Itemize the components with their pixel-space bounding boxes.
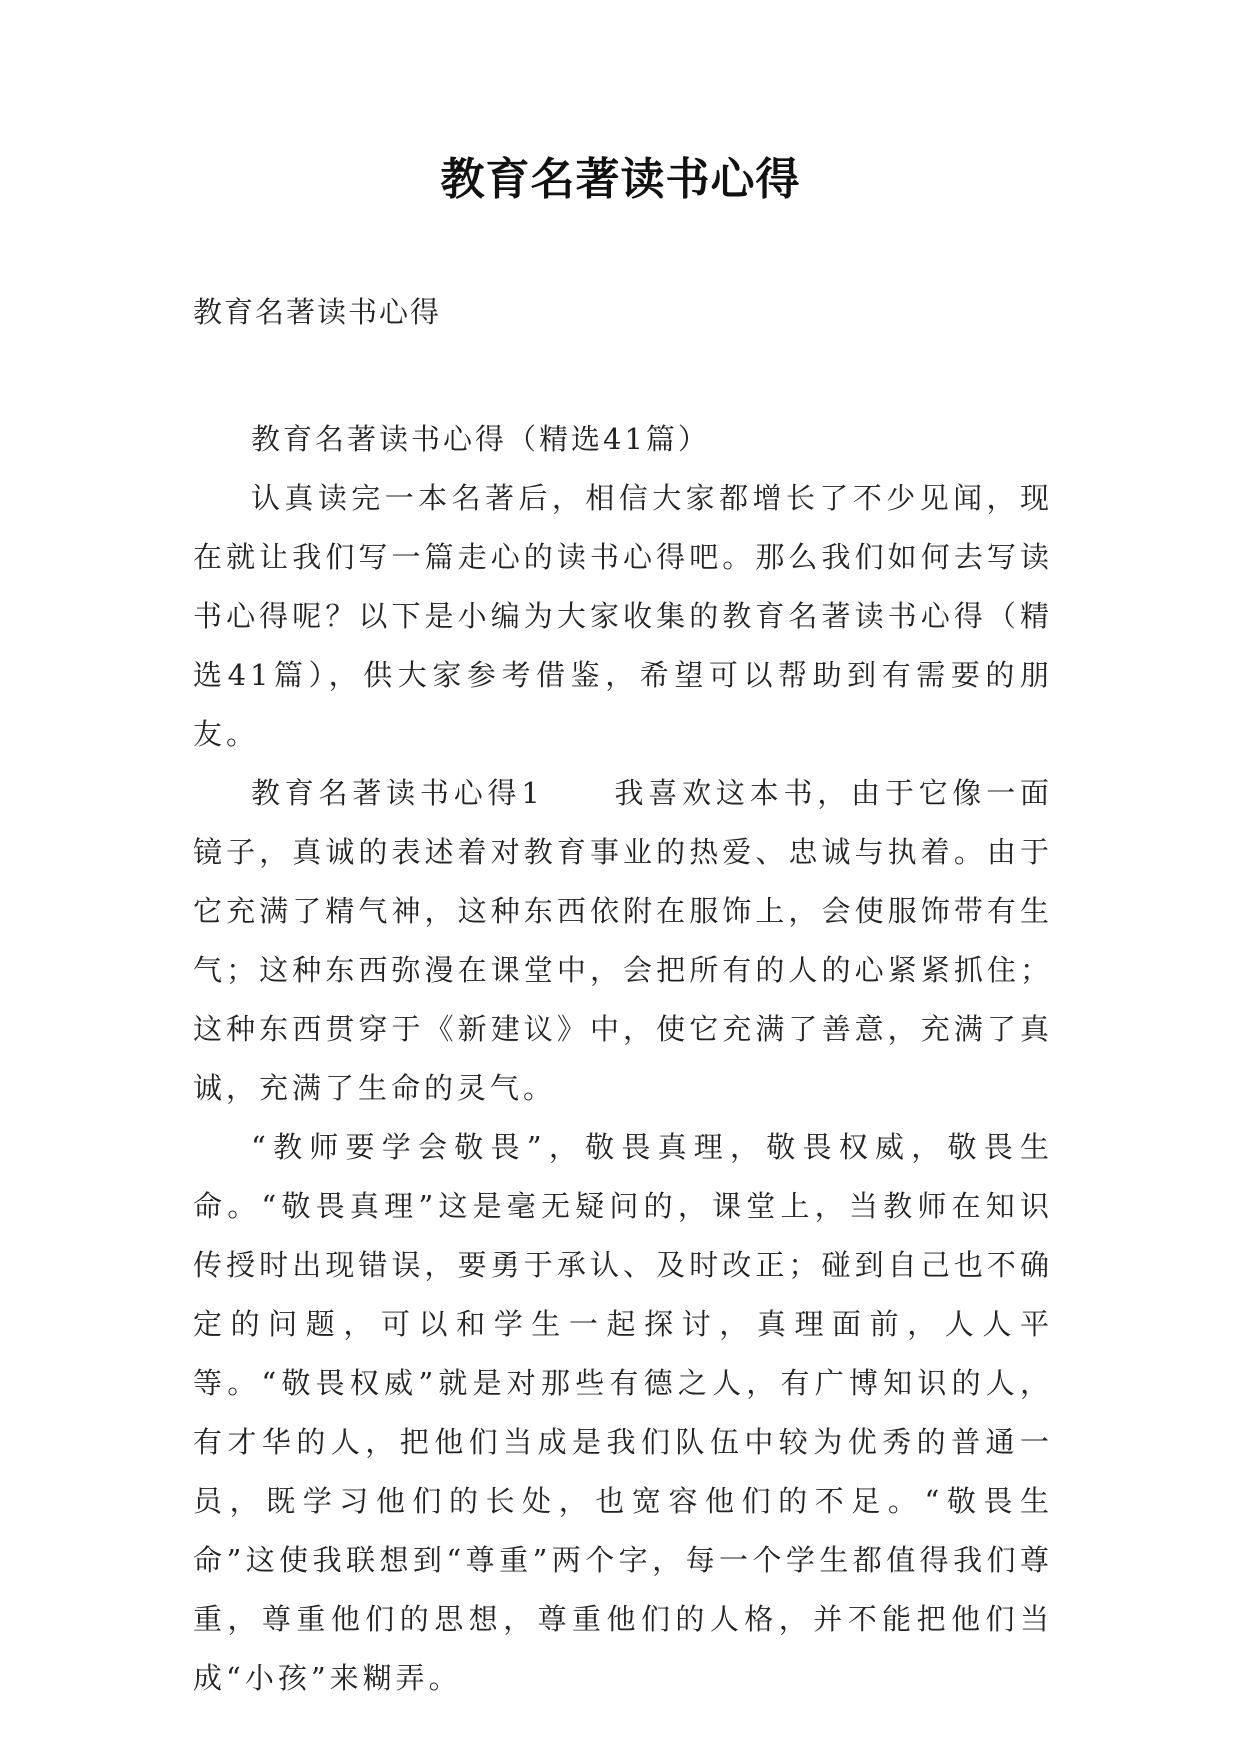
section-1-label: 教育名著读书心得1 bbox=[251, 776, 544, 810]
document-subtitle: 教育名著读书心得 bbox=[193, 295, 442, 329]
section-1-text: 我喜欢这本书，由于它像一面镜子，真诚的表述着对教育事业的热爱、忠诚与执着。由于它充满了精气神，这种东西依附在服饰上，会使服饰带有生气；这种东西弥漫在课堂中，会把所有的人的心紧紧抓住；这种东西贯穿于《新建议》中，使它充满了善意，充满了真诚，充满了生命的灵气。 bbox=[193, 776, 1053, 1105]
section-1-paragraph bbox=[193, 764, 1053, 1118]
intro-paragraph: 认真读完一本名著后，相信大家都增长了不少见闻，现在就让我们写一篇走心的读书心得吧。那么我们如何去写读书心得呢？以下是小编为大家收集的教育名著读书心得（精选41篇），供大家参考借鉴，希望可以帮助到有需要的朋友。 bbox=[193, 481, 1053, 751]
reverence-paragraph: “教师要学会敬畏”，敬畏真理，敬畏权威，敬畏生命。“敬畏真理”这是毫无疑问的，课堂上，当教师在知识传授时出现错误，要勇于承认、及时改正；碰到自己也不确定的问题，可以和学生一起探讨，真理面前，人人平等。“敬畏权威”就是对那些有德之人，有广博知识的人，有才华的人，把他们当成是我们队伍中较为优秀的普通一员，既学习他们的长处，也宽容他们的不足。“敬畏生命”这使我联想到“尊重”两个字，每一个学生都值得我们尊重，尊重他们的思想，尊重他们的人格，并不能把他们当成“小孩”来糊弄。 bbox=[193, 1130, 1053, 1695]
document-title: 教育名著读书心得 bbox=[440, 154, 801, 205]
collection-heading: 教育名著读书心得（精选41篇） bbox=[251, 422, 710, 456]
document-body bbox=[193, 410, 1053, 1708]
